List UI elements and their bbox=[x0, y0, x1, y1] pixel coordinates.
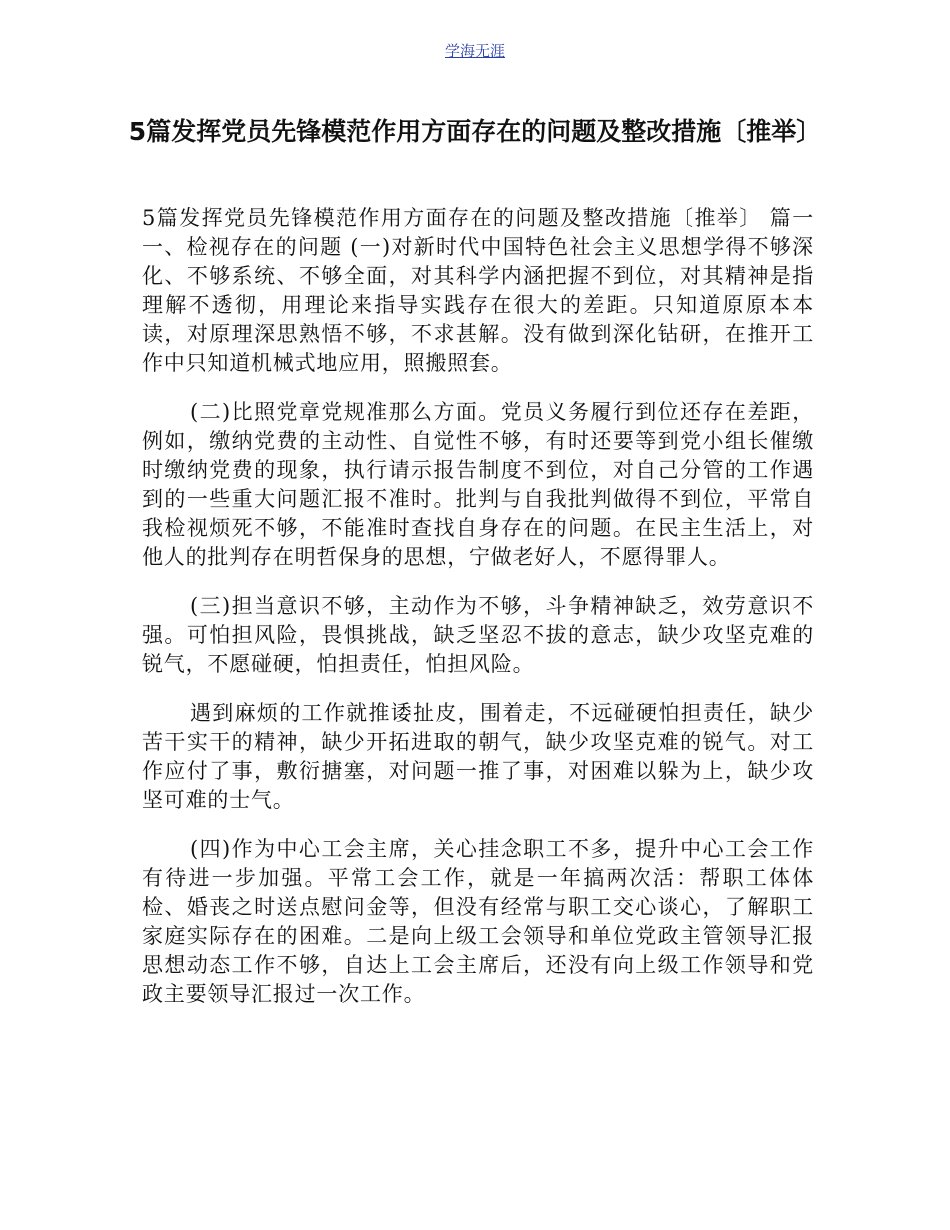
header-link[interactable]: 学海无涯 bbox=[444, 42, 505, 60]
paragraph-3: (三)担当意识不够，主动作为不够，斗争精神缺乏，效劳意识不强。可怕担风险，畏惧挑战，缺乏坚忍不拔的意志，缺少攻坚克难的锐气，不愿碰硬，怕担责任，怕担风险。 bbox=[142, 594, 814, 676]
paragraph-4: 遇到麻烦的工作就推诿扯皮，围着走，不远碰硬怕担责任，缺少苦干实干的精神，缺少开拓进取的朝气，缺少攻坚克难的锐气。对工作应付了事，敷衍搪塞，对问题一推了事，对困难以躲为上，缺少攻坚可难的士气。 bbox=[142, 701, 814, 812]
paragraph-intro: 5篇发挥党员先锋模范作用方面存在的问题及整改措施〔推举〕 篇一 一、检视存在的问题 (一)对新时代中国特色社会主义思想学得不够深化、不够系统、不够全面，对其科学内涵把握不到位，对其精神是指理解不透彻，用理论来指导实践存在很大的差距。只知道原原本本读，对原理深思熟悟不够，不求甚解。没有做到深化钻研，在推开工作中只知道机械式地应用，照搬照套。 bbox=[142, 206, 814, 375]
paragraph-5: (四)作为中心工会主席，关心挂念职工不多，提升中心工会工作有待进一步加强。平常工会工作，就是一年搞两次活：帮职工体体检、婚丧之时送点慰问金等，但没有经常与职工交心谈心，了解职工家庭实际存在的困难。二是向上级工会领导和单位党政主管领导汇报思想动态工作不够，自达上工会主席后，还没有向上级工作领导和党政主要领导汇报过一次工作。 bbox=[142, 837, 814, 1006]
paragraph-2: (二)比照党章党规准那么方面。党员义务履行到位还存在差距，例如，缴纳党费的主动性、自觉性不够，有时还要等到党小组长催缴时缴纳党费的现象，执行请示报告制度不到位，对自己分管的工作遇到的一些重大问题汇报不准时。批判与自我批判做得不到位，平常自我检视烦死不够，不能准时查找自身存在的问题。在民主生活上，对他人的批判存在明哲保身的思想，宁做老好人，不愿得罪人。 bbox=[142, 400, 814, 569]
document-body bbox=[142, 204, 814, 1029]
document-title: 5篇发挥党员先锋模范作用方面存在的问题及整改措施〔推举〕 bbox=[128, 117, 822, 146]
